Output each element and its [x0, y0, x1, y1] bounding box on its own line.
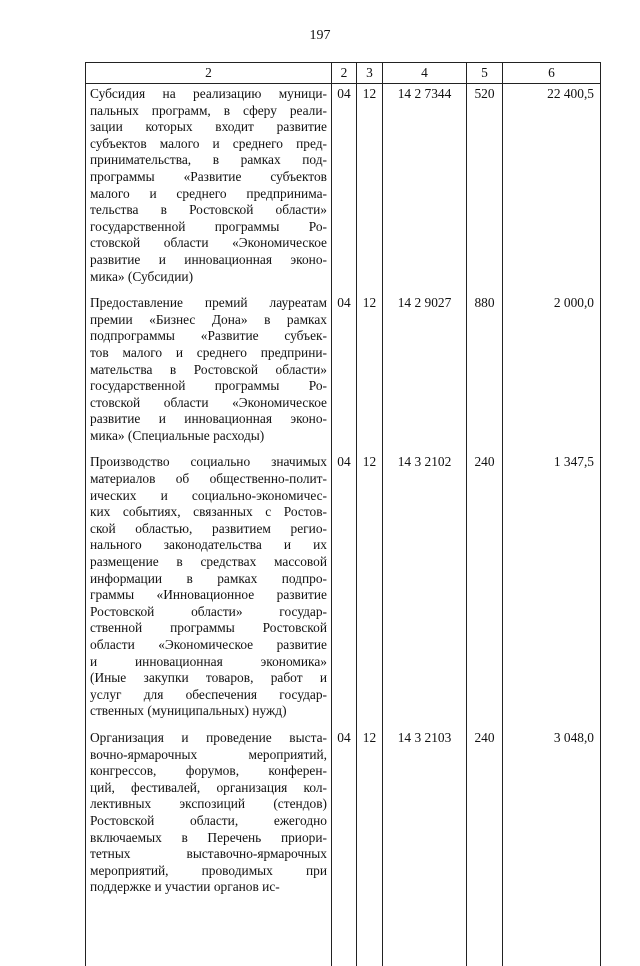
description-line: мательства в Ростовской области»: [90, 361, 327, 377]
table-row: [86, 728, 601, 966]
description-line: включаемых в Перечень приори-: [90, 829, 327, 845]
description-line: малого и среднего предпринима-: [90, 185, 327, 201]
description-line: ской областью, развитием регио-: [90, 520, 327, 536]
description-line: подпрограммы «Развитие субъек-: [90, 328, 327, 344]
description-line: стовской области «Экономическое: [90, 235, 327, 251]
row-expense-type: 880: [467, 293, 503, 452]
row-expense-type: 240: [467, 728, 503, 966]
row-section-code: 04: [332, 84, 357, 294]
table-row: [86, 293, 601, 452]
row-target-article: 14 3 2102: [383, 452, 467, 728]
row-target-article: 14 2 7344: [383, 84, 467, 294]
description-line: размещение в средствах массовой: [90, 554, 327, 570]
description-line: стовской области «Экономическое: [90, 394, 327, 410]
table-row: [86, 452, 601, 728]
description-line: нального законодательства и их: [90, 537, 327, 553]
description-line: Ростовской области, ежегодно: [90, 812, 327, 828]
description-line: (Иные закупки товаров, работ и: [90, 670, 327, 686]
description-line: пальных программ, в сферу реали-: [90, 102, 327, 118]
description-line: ких событиях, связанных с Ростов-: [90, 504, 327, 520]
row-subsection-code: 12: [357, 728, 383, 966]
row-description: [86, 293, 332, 452]
description-line: Производство социально значимых: [90, 454, 327, 470]
row-amount: 2 000,0: [503, 293, 601, 452]
header-col-section: 2: [332, 63, 357, 84]
row-description: [86, 84, 332, 294]
row-target-article: 14 3 2103: [383, 728, 467, 966]
description-line: информации в рамках подпро-: [90, 570, 327, 586]
row-description: [86, 728, 332, 966]
description-line: конгрессов, форумов, конферен-: [90, 763, 327, 779]
description-line: ических и социально-экономичес-: [90, 487, 327, 503]
description-line: Предоставление премий лауреатам: [90, 295, 327, 311]
budget-table: [85, 62, 601, 966]
description-line: лективных экспозиций (стендов): [90, 796, 327, 812]
page-number: 197: [309, 28, 331, 43]
description-line: материалов об общественно-полит-: [90, 471, 327, 487]
description-line: ственных (муниципальных) нужд): [90, 703, 287, 719]
row-amount: 1 347,5: [503, 452, 601, 728]
row-amount: 22 400,5: [503, 84, 601, 294]
description-line: тов малого и среднего предприни-: [90, 344, 327, 360]
row-description: [86, 452, 332, 728]
description-line: развитие и инновационная эконо-: [90, 251, 327, 267]
description-line: мероприятий, проводимых при: [90, 862, 327, 878]
description-line: государственной программы Ро-: [90, 378, 327, 394]
description-line: программы «Развитие субъектов: [90, 168, 327, 184]
description-line: мика» (Субсидии): [90, 268, 194, 284]
header-col-target-article: 4: [383, 63, 467, 84]
header-col-description: 2: [86, 63, 332, 84]
row-amount: 3 048,0: [503, 728, 601, 966]
header-row: [86, 63, 601, 84]
description-line: поддержке и участии органов ис-: [90, 879, 280, 895]
description-line: вочно-ярмарочных мероприятий,: [90, 746, 327, 762]
row-section-code: 04: [332, 728, 357, 966]
description-line: ственной программы Ростовской: [90, 620, 327, 636]
header-col-expense-type: 5: [467, 63, 503, 84]
row-expense-type: 240: [467, 452, 503, 728]
description-line: субъектов малого и среднего пред-: [90, 135, 327, 151]
description-line: услуг для обеспечения государ-: [90, 686, 327, 702]
description-line: ций, фестивалей, организация кол-: [90, 779, 327, 795]
row-expense-type: 520: [467, 84, 503, 294]
description-line: зации которых входит развитие: [90, 119, 327, 135]
row-section-code: 04: [332, 452, 357, 728]
description-line: Субсидия на реализацию муници-: [90, 86, 327, 101]
description-line: тельства в Ростовской области»: [90, 202, 327, 218]
description-line: премии «Бизнес Дона» в рамках: [90, 311, 327, 327]
description-line: принимательства, в рамках под-: [90, 152, 327, 168]
row-subsection-code: 12: [357, 293, 383, 452]
description-line: области «Экономическое развитие: [90, 637, 327, 652]
header-col-amount: 6: [503, 63, 601, 84]
description-line: граммы «Инновационное развитие: [90, 587, 327, 603]
row-subsection-code: 12: [357, 84, 383, 294]
row-subsection-code: 12: [357, 452, 383, 728]
description-line: Организация и проведение выста-: [90, 729, 327, 745]
header-col-subsection: 3: [357, 63, 383, 84]
description-line: мика» (Специальные расходы): [90, 427, 265, 443]
row-section-code: 04: [332, 293, 357, 452]
description-line: Ростовской области» государ-: [90, 603, 327, 619]
description-line: тетных выставочно-ярмарочных: [90, 846, 327, 862]
table-row: [86, 84, 601, 294]
row-target-article: 14 2 9027: [383, 293, 467, 452]
description-line: и инновационная экономика»: [90, 653, 327, 669]
description-line: государственной программы Ро-: [90, 218, 327, 234]
description-line: развитие и инновационная эконо-: [90, 411, 327, 427]
